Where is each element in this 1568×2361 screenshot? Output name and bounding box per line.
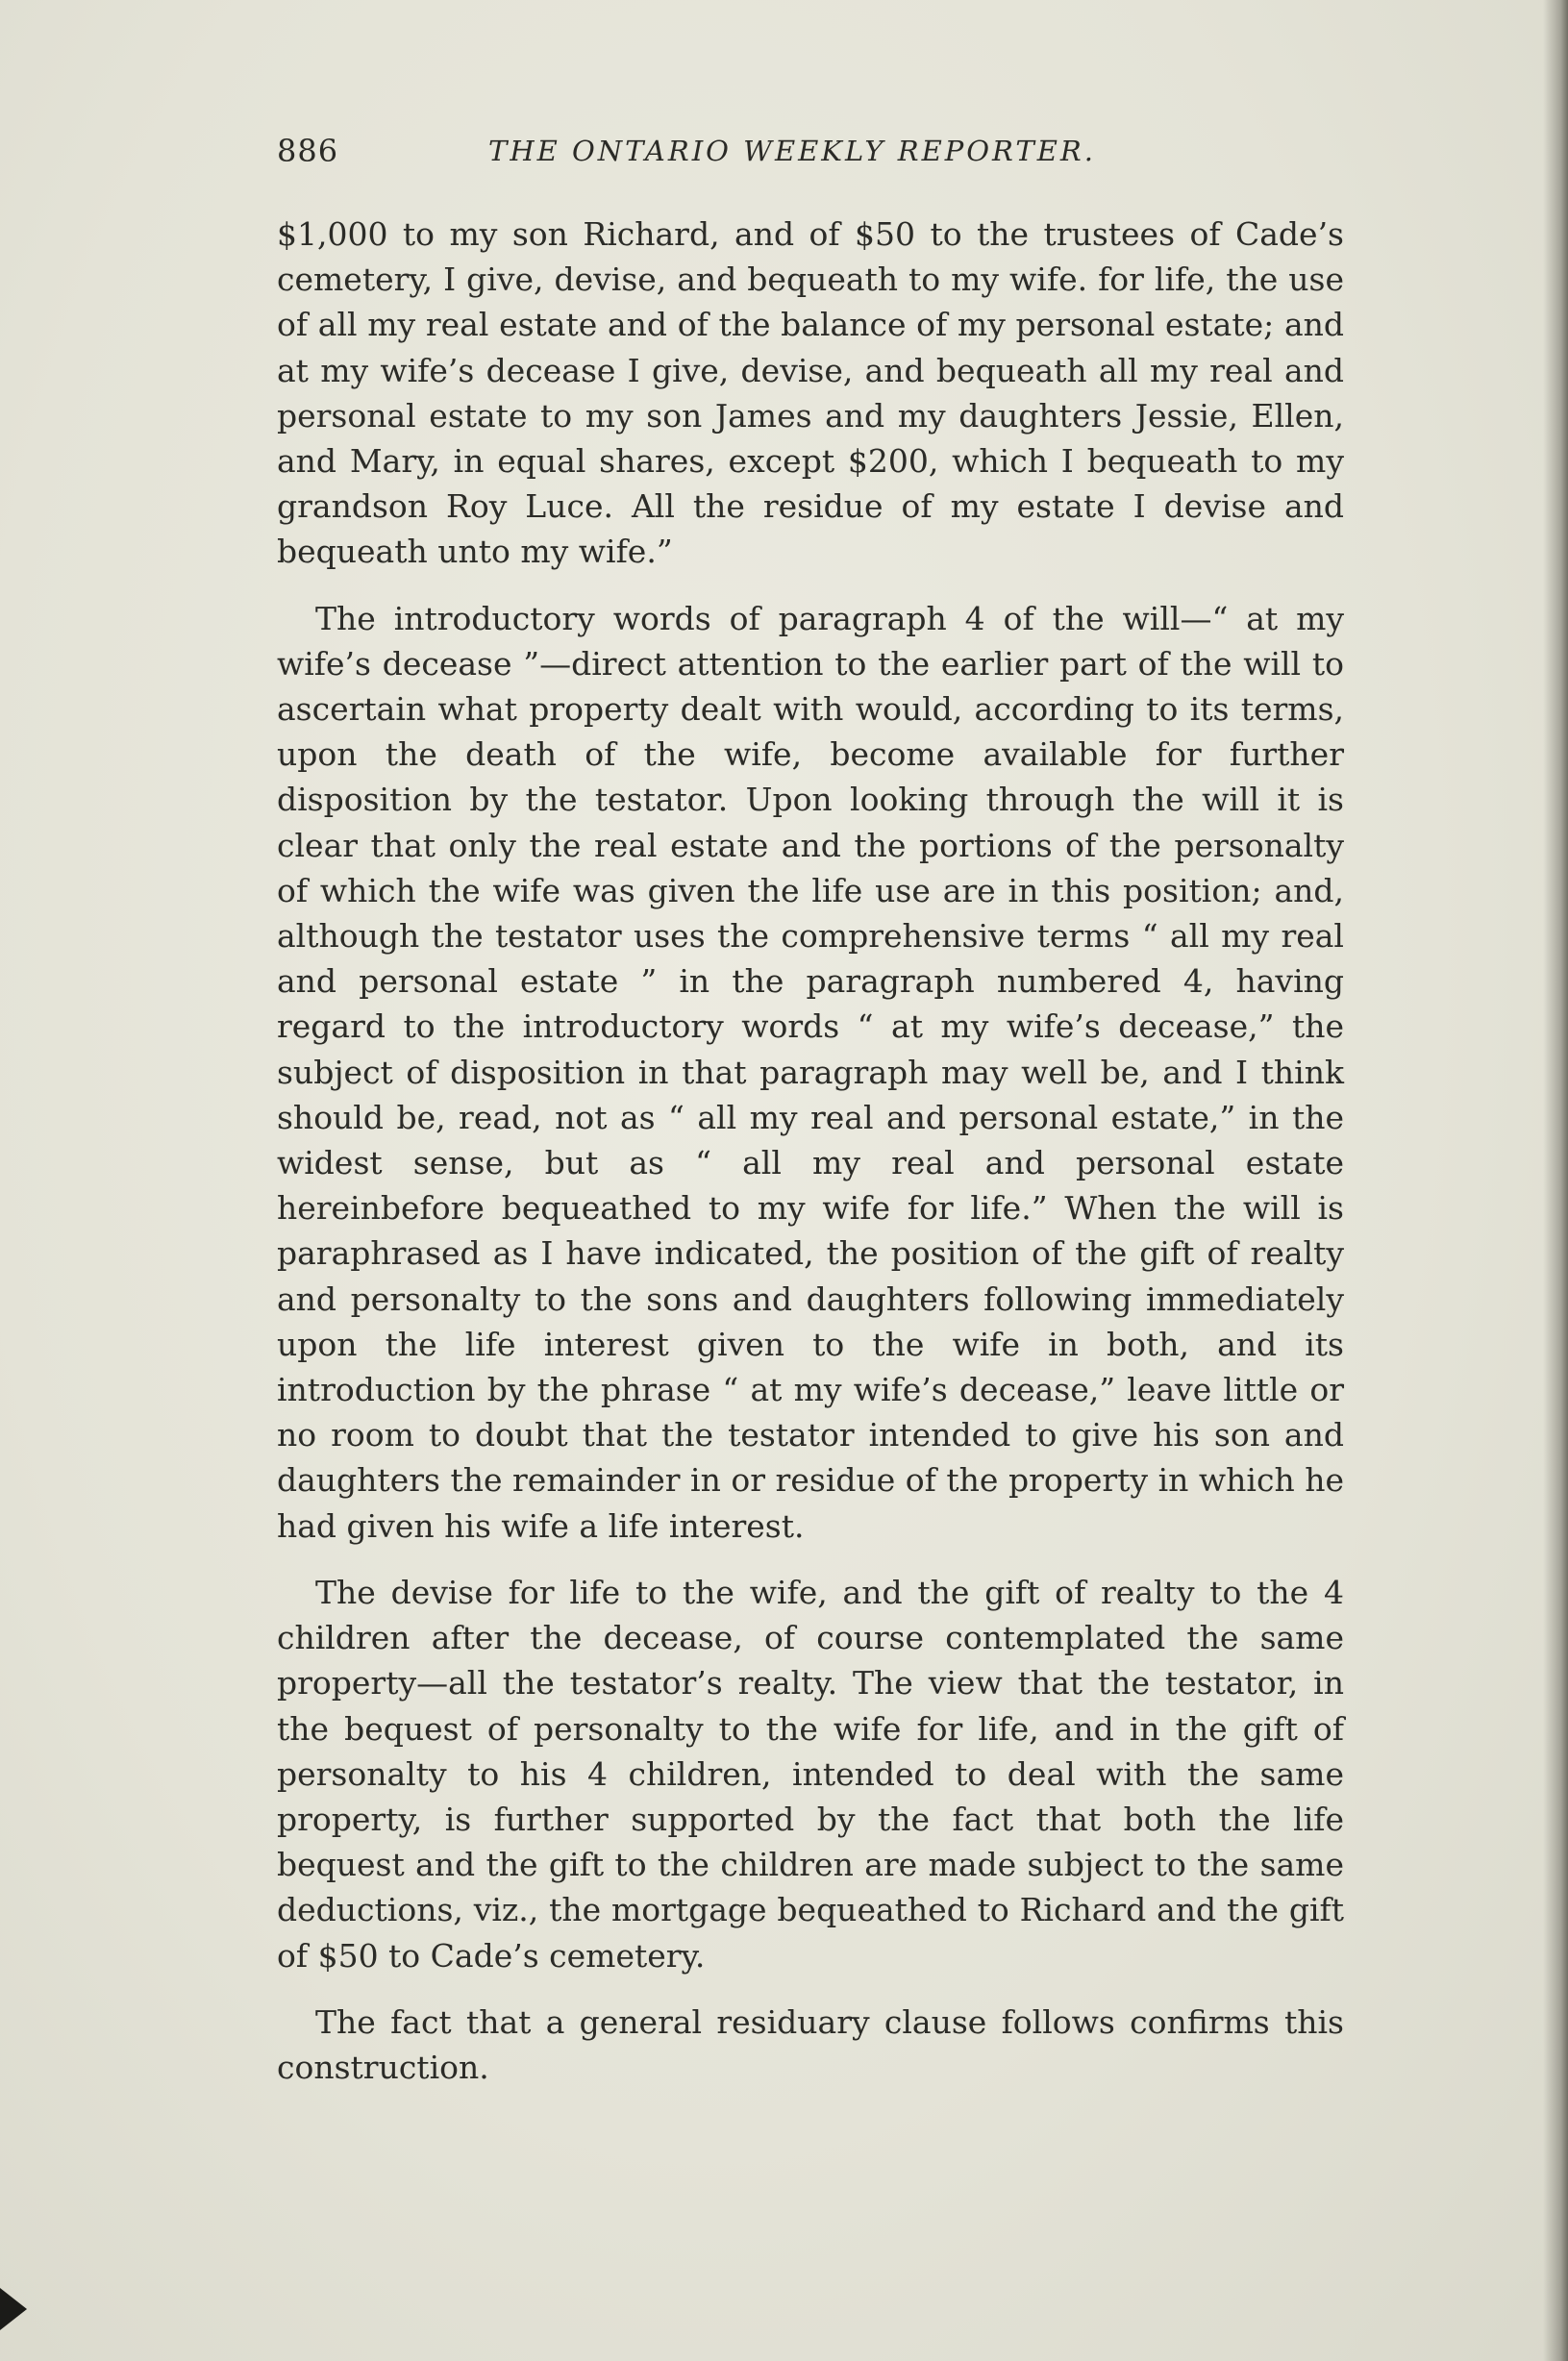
paragraph-continuation: $1,000 to my son Richard, and of $50 to the trustees of Cade’s cemetery, I give, devise, and bequeath to my wife. for life, the use of all my real estate and of the balance of my personal estate; and at my wife’s decease I give, devise, and bequeath all my real and personal estate to my son James and my daughters Jessie, Ellen, and Mary, in equal shares, except $200, which I bequeath to my grandson Roy Luce. All the residue of my estate I devise and bequeath unto my wife.” xyxy=(277,215,1344,571)
paragraph-devise-for-life: The devise for life to the wife, and the gift of realty to the 4 children after the decease, of course contemplated the same property—all the testator’s realty. The view that the testator, in the bequest of personalty to the wife for life, and in the gift of personalty to his 4 children, intended to deal with the same property, is further supported by the fact that both the life bequest and the gift to the children are made subject to the same deductions, viz., the mortgage bequeathed to Richard and the gift of $50 to Cade’s cemetery. xyxy=(277,1573,1344,1975)
running-title: THE ONTARIO WEEKLY REPORTER. xyxy=(488,135,1096,167)
paragraph-residuary-clause: The fact that a general residuary clause follows confirms this construction. xyxy=(277,2002,1344,2086)
page-edge-mark xyxy=(0,2288,27,2330)
running-header xyxy=(277,133,1344,181)
page-number: 886 xyxy=(277,133,339,169)
spine-shadow xyxy=(1543,0,1568,2361)
body-text xyxy=(277,211,1344,2090)
paragraph-introductory-words: The introductory words of paragraph 4 of the will—“ at my wife’s decease ”—direct attention to the earlier part of the will to ascertain what property dealt with would, according to its terms, upon the death of the wife, become available for further disposition by the testator. Upon looking through the will it is clear that only the real estate and the portions of the personalty of which the wife was given the life use are in this position; and, although the testator uses the comprehensive terms “ all my real and personal estate ” in the paragraph numbered 4, having regard to the introductory words “ at my wife’s decease,” the subject of disposition in that paragraph may well be, and I think should be, read, not as “ all my real and personal estate,” in the widest sense, but as “ all my real and personal estate hereinbefore bequeathed to my wife for life.” When the will is paraphrased as I have indicated, the position of the gift of realty and personalty to the sons and daughters following immediately upon the life interest given to the wife in both, and its introduction by the phrase “ at my wife’s decease,” leave little or no room to doubt that the testator intended to give his son and daughters the remainder in or residue of the property in which he had given his wife a life interest. xyxy=(277,599,1344,1545)
